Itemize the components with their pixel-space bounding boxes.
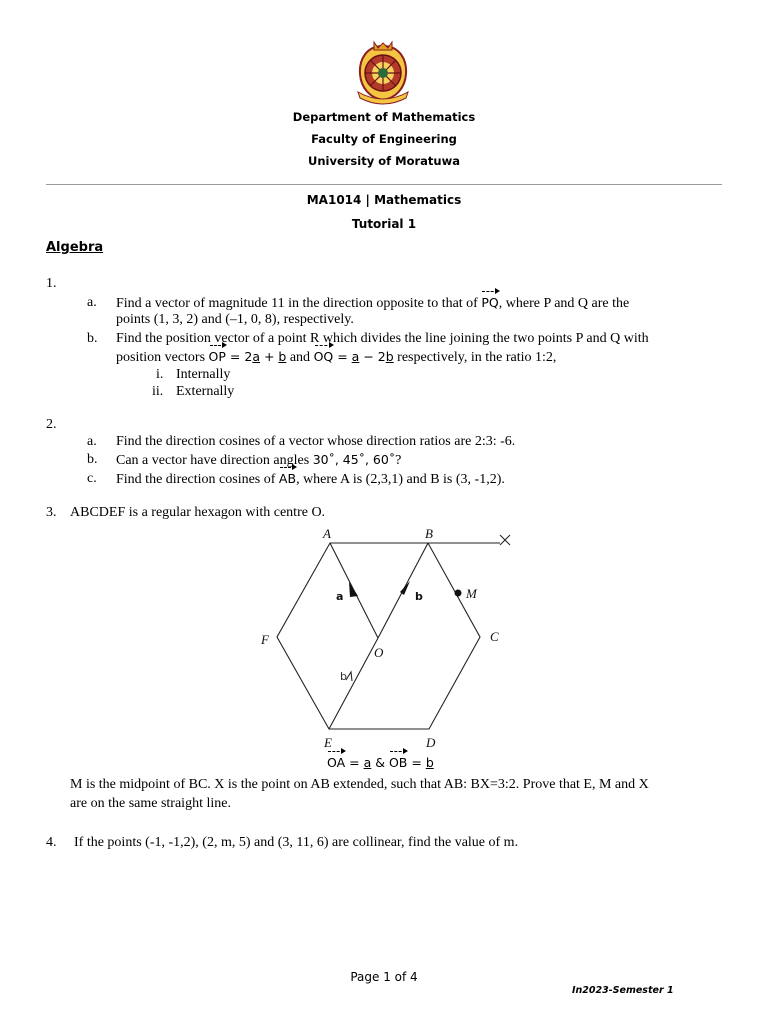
q1b-sub-i-label: i. — [156, 367, 164, 382]
vector-ab: AB — [278, 471, 297, 486]
q2b-label: b. — [87, 452, 98, 467]
vector-op: OP — [208, 349, 226, 364]
section-heading: Algebra — [46, 240, 104, 255]
q4-number: 4. — [46, 835, 57, 850]
label-a: A — [323, 526, 331, 541]
vector-oq: OQ — [313, 349, 334, 364]
line-eo — [329, 638, 378, 729]
q1b-sub-i: Internally — [176, 367, 231, 382]
label-d: D — [426, 735, 436, 750]
university-name: University of Moratuwa — [308, 154, 460, 168]
label-b: B — [425, 526, 433, 541]
q1a-label: a. — [87, 295, 97, 310]
direction-angles: 30˚, 45˚, 60˚ — [312, 452, 396, 467]
q2b-text: Can a vector have direction angles 30˚, 45˚, 60˚? — [116, 452, 402, 468]
vector-ob: OB — [388, 755, 408, 770]
course-title: MA1014 | Mathematics — [306, 193, 462, 207]
q1a-line1: Find a vector of magnitude 11 in the direction opposite to that of PQ, where P and Q are the — [116, 295, 630, 311]
header-divider — [46, 184, 722, 185]
q1-number: 1. — [46, 276, 57, 291]
label-vec-b: b — [415, 590, 423, 603]
q1b-label: b. — [87, 331, 98, 346]
vector-oa: OA — [327, 755, 346, 770]
q1b-line1: Find the position vector of a point R which divides the line joining the two points P and Q with — [116, 331, 649, 346]
midpoint-m — [455, 590, 462, 597]
q2-number: 2. — [46, 417, 57, 432]
diagram-caption: OA = a & OB = b — [327, 755, 434, 770]
arrow-b — [400, 581, 410, 595]
q3-text: ABCDEF is a regular hexagon with centre O. — [70, 505, 326, 520]
q1b-sub-ii-label: ii. — [152, 384, 164, 399]
label-f: F — [261, 632, 269, 647]
q2a-text: Find the direction cosines of a vector whose direction ratios are 2:3: -6. — [116, 434, 516, 449]
university-crest-logo — [352, 40, 414, 106]
q3-statement-line1: M is the midpoint of BC. X is the point on AB extended, such that AB: BX=3:2. Prove that E, M and X — [70, 777, 649, 792]
q2c-label: c. — [87, 471, 97, 486]
q2a-label: a. — [87, 434, 97, 449]
label-hand-b: b — [340, 670, 347, 683]
arrow-a — [349, 582, 358, 597]
q1b-line2: position vectors OP = 2a + b and OQ = a − 2b respectively, in the ratio 1:2, — [116, 349, 557, 365]
department-name: Department of Mathematics — [292, 110, 476, 124]
q3-number: 3. — [46, 505, 57, 520]
q3-statement-line2: are on the same straight line. — [70, 796, 231, 811]
q4-text: If the points (-1, -1,2), (2, m, 5) and (3, 11, 6) are collinear, find the value of m. — [74, 835, 519, 850]
q2c-text: Find the direction cosines of AB, where A is (2,3,1) and B is (3, -1,2). — [116, 471, 505, 487]
label-vec-a: a — [336, 590, 344, 603]
page-number: Page 1 of 4 — [350, 970, 418, 984]
semester-label: In2023-Semester 1 — [572, 985, 674, 996]
hexagon-diagram — [228, 522, 544, 754]
vector-pq: PQ — [481, 295, 499, 310]
label-o: O — [374, 645, 384, 660]
label-e: E — [324, 735, 332, 750]
label-c: C — [490, 629, 499, 644]
q1a-line2: points (1, 3, 2) and (–1, 0, 8), respectively. — [116, 312, 354, 327]
label-m: M — [466, 586, 477, 601]
faculty-name: Faculty of Engineering — [311, 132, 457, 146]
tutorial-title: Tutorial 1 — [351, 217, 417, 231]
q1b-sub-ii: Externally — [176, 384, 235, 399]
